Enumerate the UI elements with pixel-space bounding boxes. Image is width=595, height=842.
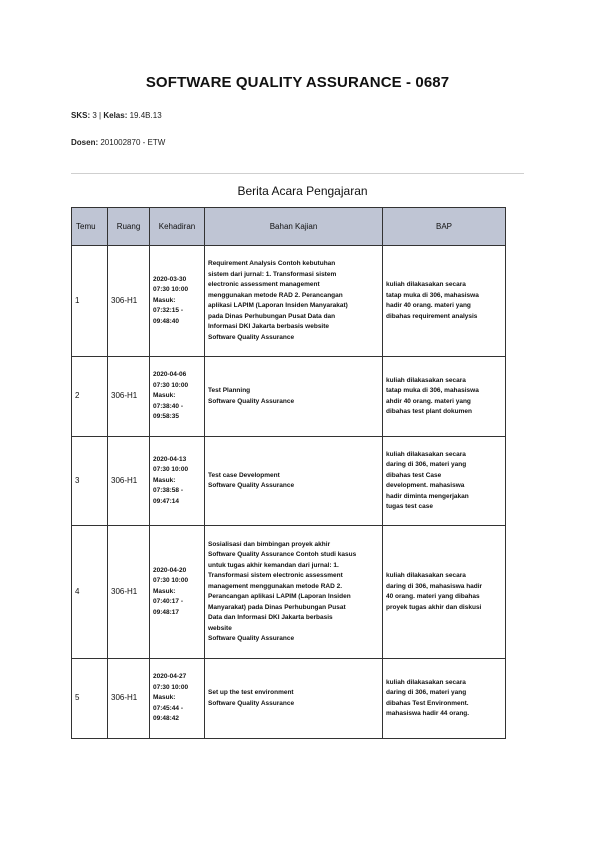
cell-bahan-kajian-line: Informasi DKI Jakarta berbasis website (208, 323, 330, 330)
table-row (72, 526, 506, 659)
cell-temu: 2 (72, 357, 108, 437)
cell-bahan-kajian-line: Software Quality Assurance (208, 333, 295, 341)
column-header-kehadiran: Kehadiran (150, 208, 205, 246)
cell-bahan-kajian-line: electronic assessment management (208, 281, 320, 288)
page-title: SOFTWARE QUALITY ASSURANCE - 0687 (145, 74, 450, 91)
cell-kehadiran-line: 07:38:40 - (153, 402, 183, 410)
column-header-bap: BAP (383, 208, 506, 246)
cell-kehadiran-line: 07:32:15 - (153, 307, 183, 315)
table-row (72, 357, 506, 437)
cell-kehadiran-line: 09:58:35 (153, 413, 180, 421)
cell-kehadiran-line: 07:30 10:00 (153, 286, 189, 294)
teaching-report-table (71, 207, 506, 739)
cell-bahan-kajian-line: Test case Development (208, 471, 280, 479)
cell-bahan-kajian (205, 357, 383, 437)
cell-kehadiran-line: 07:38:58 - (153, 487, 183, 495)
cell-bap-line: ahdir 40 orang. materi yang (386, 397, 471, 405)
table-header-row (72, 208, 506, 246)
cell-bahan-kajian-line: menggunakan metode RAD 2. Perancangan (208, 291, 343, 299)
cell-bahan-kajian-line: Software Quality Assurance Contoh studi kasus (208, 551, 357, 558)
cell-bap-line: development. mahasiswa (386, 482, 465, 489)
dosen-value: 201002870 - ETW (100, 138, 166, 147)
lecturer-line (71, 138, 165, 147)
cell-temu: 4 (72, 526, 108, 659)
cell-kehadiran-line: 07:30 10:00 (153, 577, 189, 585)
cell-kehadiran-line: 07:40:17 - (153, 598, 183, 606)
cell-bap (383, 357, 506, 437)
cell-bap-line: tatap muka di 306, mahasiswa (386, 291, 479, 299)
cell-kehadiran-line: 09:47:14 (153, 497, 180, 505)
cell-ruang: 306-H1 (108, 526, 150, 659)
cell-bap (383, 437, 506, 526)
cell-bap (383, 526, 506, 659)
cell-bap-line: mahasiswa hadir 44 orang. (386, 710, 470, 717)
cell-kehadiran-line: 07:30 10:00 (153, 381, 189, 389)
cell-kehadiran (150, 357, 205, 437)
cell-bahan-kajian-line: pada Dinas Perhubungan Pusat Data dan (208, 312, 336, 320)
cell-bap-line: tatap muka di 306, mahasiswa (386, 387, 479, 394)
cell-bahan-kajian-line: website (208, 624, 232, 632)
cell-bahan-kajian-line: Transformasi sistem electronic assessment (208, 572, 343, 579)
cell-kehadiran-line: 2020-04-27 (153, 673, 187, 681)
cell-bap-line: tugas test case (386, 503, 433, 510)
cell-kehadiran (150, 526, 205, 659)
cell-bahan-kajian-line: sistem dari jurnal: 1. Transformasi sistem (208, 270, 337, 278)
section-title: Berita Acara Pengajaran (237, 184, 368, 198)
course-meta-line (71, 111, 162, 120)
cell-kehadiran-line: Masuk: (153, 476, 176, 484)
cell-bap-line: 40 orang. materi yang dibahas (386, 593, 480, 600)
cell-bap-line: kuliah dilakasakan secara (386, 281, 466, 288)
cell-kehadiran-line: 09:48:42 (153, 715, 180, 723)
cell-bap-line: dibahas requirement analysis (386, 312, 478, 320)
meta-separator: | (99, 111, 102, 120)
cell-kehadiran-line: 2020-04-20 (153, 566, 187, 574)
cell-bap-line: daring di 306, materi yang (386, 461, 467, 468)
kelas-value: 19.4B.13 (129, 111, 162, 120)
cell-bahan-kajian-line: untuk tugas akhir kemandan dari jurnal: 1. (208, 561, 339, 569)
cell-bap (383, 246, 506, 357)
cell-bap-line: hadir 40 orang. materi yang (386, 302, 471, 309)
cell-bahan-kajian-line: Test Planning (208, 387, 251, 394)
cell-bap-line: kuliah dilakasakan secara (386, 572, 466, 579)
cell-bahan-kajian-line: Set up the test environment (208, 689, 294, 696)
cell-bahan-kajian-line: Sosialisasi dan bimbingan proyek akhir (208, 540, 331, 548)
column-header-ruang: Ruang (108, 208, 150, 246)
cell-bap-line: dibahas test Case (386, 471, 442, 479)
cell-ruang: 306-H1 (108, 357, 150, 437)
table-row (72, 659, 506, 739)
cell-bahan-kajian-line: Software Quality Assurance (208, 699, 295, 707)
cell-bahan-kajian-line: Perancangan aplikasi LAPIM (Laporan Insiden (208, 593, 351, 600)
cell-temu: 3 (72, 437, 108, 526)
dosen-label: Dosen: (71, 138, 99, 147)
cell-kehadiran-line: 07:45:44 - (153, 704, 183, 712)
kelas-label: Kelas: (103, 111, 128, 120)
cell-bahan-kajian (205, 437, 383, 526)
cell-bahan-kajian-line: Software Quality Assurance (208, 635, 295, 642)
cell-bahan-kajian-line: Software Quality Assurance (208, 482, 295, 489)
table-row (72, 246, 506, 357)
cell-bap-line: hadir diminta mengerjakan (386, 492, 469, 500)
cell-bap-line: kuliah dilakasakan secara (386, 678, 466, 686)
cell-bap-line: kuliah dilakasakan secara (386, 376, 466, 384)
cell-bahan-kajian-line: aplikasi LAPIM (Laporan Insiden Manyarakat) (208, 302, 348, 309)
divider (71, 173, 524, 174)
cell-bap-line: daring di 306, mahasiswa hadir (386, 582, 483, 590)
column-header-temu: Temu (72, 208, 108, 246)
cell-bahan-kajian-line: Requirement Analysis Contoh kebutuhan (208, 260, 336, 267)
cell-bahan-kajian (205, 526, 383, 659)
cell-bap-line: kuliah dilakasakan secara (386, 450, 466, 458)
cell-kehadiran-line: 2020-03-30 (153, 275, 187, 283)
cell-temu: 5 (72, 659, 108, 739)
cell-bahan-kajian-line: Data dan Informasi DKI Jakarta berbasis (208, 614, 333, 621)
table-row (72, 437, 506, 526)
cell-ruang: 306-H1 (108, 246, 150, 357)
cell-bahan-kajian-line: Manyarakat) pada Dinas Perhubungan Pusat (208, 603, 346, 611)
cell-bap-line: proyek tugas akhir dan diskusi (386, 603, 482, 611)
cell-kehadiran-line: 09:48:17 (153, 608, 180, 616)
cell-ruang: 306-H1 (108, 437, 150, 526)
cell-bap-line: daring di 306, materi yang (386, 689, 467, 696)
sks-value: 3 (92, 111, 97, 120)
cell-bahan-kajian (205, 659, 383, 739)
column-header-bahan-kajian: Bahan Kajian (205, 208, 383, 246)
cell-bap-line: dibahas Test Environment. (386, 699, 469, 707)
cell-kehadiran-line: 2020-04-06 (153, 371, 187, 379)
cell-bahan-kajian-line: management menggunakan metode RAD 2. (208, 582, 342, 590)
cell-bap-line: dibahas test plant dokumen (386, 408, 472, 415)
cell-ruang: 306-H1 (108, 659, 150, 739)
cell-kehadiran-line: 07:30 10:00 (153, 683, 189, 691)
cell-kehadiran-line: Masuk: (153, 392, 176, 400)
table-body (72, 246, 506, 739)
cell-kehadiran (150, 246, 205, 357)
cell-kehadiran-line: 07:30 10:00 (153, 466, 189, 474)
cell-kehadiran-line: 09:48:40 (153, 317, 180, 325)
cell-kehadiran-line: Masuk: (153, 694, 176, 702)
cell-bahan-kajian-line: Software Quality Assurance (208, 397, 295, 405)
cell-kehadiran (150, 659, 205, 739)
cell-kehadiran-line: 2020-04-13 (153, 455, 187, 463)
cell-kehadiran (150, 437, 205, 526)
sks-label: SKS: (71, 111, 91, 120)
cell-bahan-kajian (205, 246, 383, 357)
cell-kehadiran-line: Masuk: (153, 587, 176, 595)
cell-kehadiran-line: Masuk: (153, 296, 176, 304)
cell-bap (383, 659, 506, 739)
cell-temu: 1 (72, 246, 108, 357)
